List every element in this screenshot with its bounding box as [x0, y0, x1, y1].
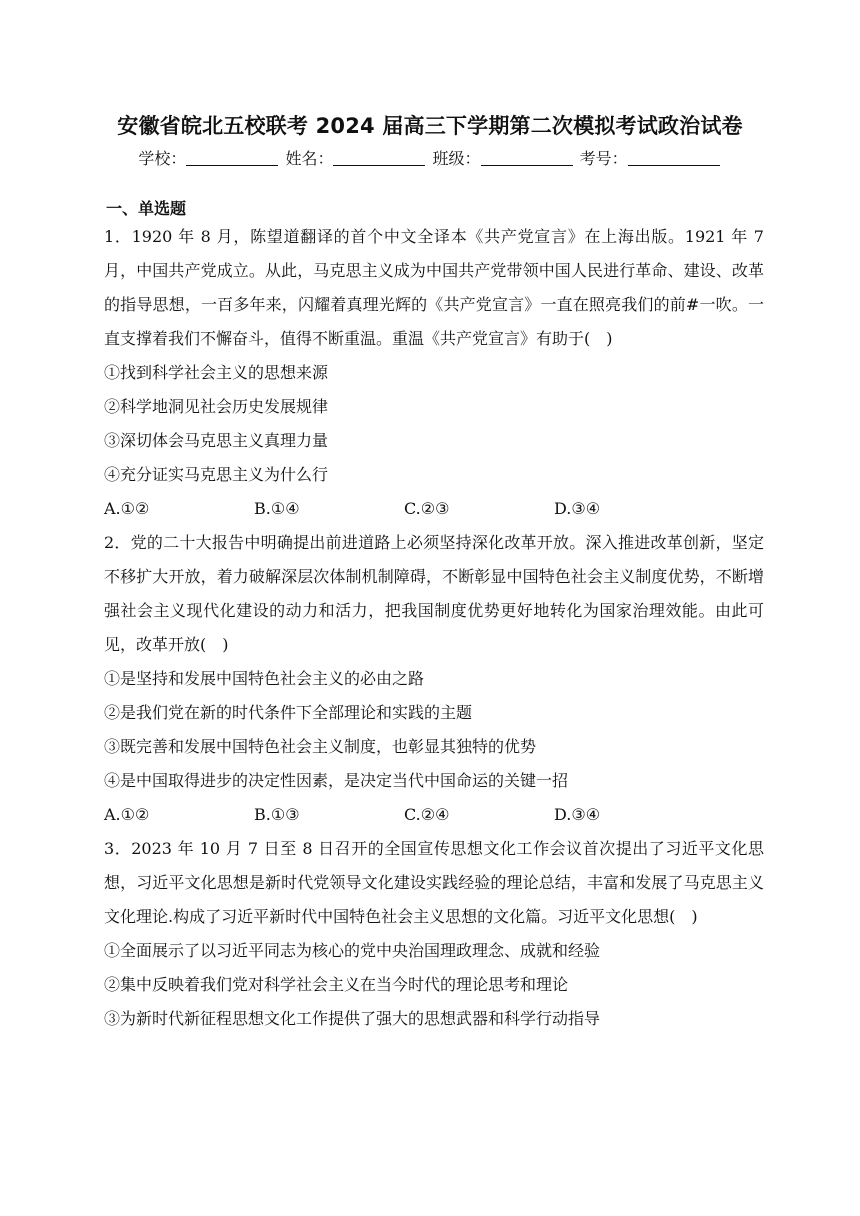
choice-b: B.①④	[254, 499, 300, 518]
section-heading: 一、单选题	[106, 199, 187, 218]
choice-a: A.①②	[104, 805, 150, 824]
question-stem: 2．党的二十大报告中明确提出前进道路上必须坚持深化改革开放。深入推进改革创新，坚定不移扩大开放，着力破解深层次体制机制障碍，不断彰显中国特色社会主义制度优势，不断增强社会主义现代化建设的动力和活力，把我国制度优势更好地转化为国家治理效能。由此可见，改革开放( )	[104, 533, 764, 654]
option-statement: ③为新时代新征程思想文化工作提供了强大的思想武器和科学行动指导	[104, 1009, 601, 1028]
question-1	[104, 220, 764, 526]
option-statement: ④充分证实马克思主义为什么行	[104, 465, 329, 484]
option-statement: ②集中反映着我们党对科学社会主义在当今时代的理论思考和理论	[104, 975, 569, 994]
class-blank	[481, 151, 573, 166]
question-stem: 3．2023 年 10 月 7 日至 8 日召开的全国宣传思想文化工作会议首次提出了习近平文化思想，习近平文化思想是新时代党领导文化建设实践经验的理论总结，丰富和发展了马克思主义文化理论.构成了习近平新时代中国特色社会主义思想的文化篇。习近平文化思想( )	[104, 839, 764, 926]
choice-d: D.③④	[554, 805, 601, 824]
exam-no-label: 考号：	[579, 149, 628, 168]
question-3	[104, 832, 764, 1036]
answer-choices	[104, 798, 764, 832]
school-label: 学校：	[138, 149, 187, 168]
class-label: 班级：	[432, 149, 481, 168]
name-label: 姓名：	[285, 149, 334, 168]
question-list	[104, 220, 764, 1036]
choice-c: C.②④	[404, 805, 450, 824]
school-blank	[186, 151, 278, 166]
choice-d: D.③④	[554, 499, 601, 518]
option-statement: ①是坚持和发展中国特色社会主义的必由之路	[104, 669, 425, 688]
name-blank	[333, 151, 425, 166]
choice-c: C.②③	[404, 499, 450, 518]
exam-title: 安徽省皖北五校联考 2024 届高三下学期第二次模拟考试政治试卷	[117, 114, 743, 138]
answer-choices	[104, 492, 764, 526]
exam-no-blank	[628, 151, 720, 166]
choice-b: B.①③	[254, 805, 300, 824]
student-info-line	[0, 146, 860, 169]
option-statement: ③深切体会马克思主义真理力量	[104, 431, 329, 450]
option-statement: ①全面展示了以习近平同志为核心的党中央治国理政理念、成就和经验	[104, 941, 601, 960]
option-statement: ①找到科学社会主义的思想来源	[104, 363, 329, 382]
option-statement: ④是中国取得进步的决定性因素，是决定当代中国命运的关键一招	[104, 771, 569, 790]
option-statement: ②是我们党在新的时代条件下全部理论和实践的主题	[104, 703, 473, 722]
question-2	[104, 526, 764, 832]
option-statement: ②科学地洞见社会历史发展规律	[104, 397, 329, 416]
question-stem: 1．1920 年 8 月，陈望道翻译的首个中文全译本《共产党宣言》在上海出版。1921 年 7 月，中国共产党成立。从此，马克思主义成为中国共产党带领中国人民进行革命、建设、改革的指导思想，一百多年来，闪耀着真理光辉的《共产党宣言》一直在照亮我们的前#一吹。一直支撑着我们不懈奋斗，值得不断重温。重温《共产党宣言》有助于( )	[104, 227, 764, 348]
choice-a: A.①②	[104, 499, 150, 518]
option-statement: ③既完善和发展中国特色社会主义制度，也彰显其独特的优势	[104, 737, 537, 756]
